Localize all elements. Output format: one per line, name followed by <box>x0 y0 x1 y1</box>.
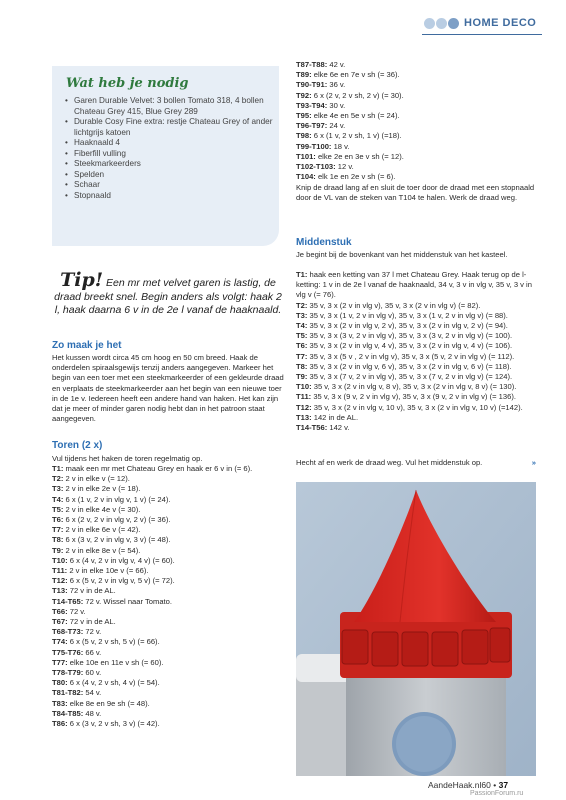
toren-row-label: T104: <box>296 172 316 182</box>
toren-row-text: maak een mr met Chateau Grey en haak er 6 v in (= 6). <box>63 464 253 473</box>
toren-row-label: T14-T65: <box>52 596 84 606</box>
toren-row-text: 72 v. Wissel naar Tomato. <box>83 596 173 606</box>
middenstuk-row-label: T6: <box>296 341 308 351</box>
toren-row-text: 6 x (2 v, 2 v sh, 2 v) (= 30). <box>311 90 404 100</box>
toren-row <box>296 111 536 121</box>
toren-row-text: 24 v. <box>327 121 346 131</box>
toren-rows <box>52 464 284 729</box>
toren-row <box>296 121 536 131</box>
dot-1 <box>424 18 435 29</box>
toren-row-text: 2 v in elke v (= 12). <box>63 474 130 484</box>
toren-row-label: T4: <box>52 494 64 504</box>
toren-row-label: T78-T79: <box>52 668 84 678</box>
materials-item: • Schaar <box>74 180 284 191</box>
middenstuk-row-label: T5: <box>296 331 308 341</box>
middenstuk-row-text: 35 v, 3 x (2 v in vlg v, 4 v), 35 v, 3 x (2 v in vlg v, 4 v) (= 106). <box>307 341 513 351</box>
middenstuk-row-label: T4: <box>296 321 308 331</box>
toren-row-text: 72 v. <box>67 606 86 616</box>
toren-row-label: T3: <box>52 484 64 494</box>
toren-row-text: 6 x (4 v, 2 v in vlg v, 4 v) (= 60). <box>67 555 175 565</box>
castle-photo <box>296 482 536 776</box>
toren-row-text: 72 v in de AL. <box>67 586 116 596</box>
toren-row-label: T5: <box>52 504 64 514</box>
toren-row <box>296 80 536 90</box>
toren-row-text: 30 v. <box>327 100 346 110</box>
middenstuk-row-text: 142 v. <box>327 423 350 433</box>
toren-row <box>52 515 284 525</box>
materials-list <box>64 96 284 201</box>
middenstuk-row-text: 35 v, 3 x (2 v in vlg v), 35 v, 3 x (2 v in vlg v) (= 82). <box>307 300 481 310</box>
footer-sep: • <box>493 780 497 790</box>
middenstuk-row <box>296 352 536 362</box>
toren-row-label: T2: <box>52 474 64 484</box>
toren-row-text: elk 1e en 2e v sh (= 6). <box>315 172 396 182</box>
toren-row <box>52 546 284 556</box>
middenstuk-row-text: 35 v, 3 x (2 v in vlg v, 10 v), 35 v, 3 x (2 v in vlg v, 10 v) (=142). <box>311 402 523 412</box>
middenstuk-row-label: T3: <box>296 310 308 320</box>
toren-row <box>52 597 284 607</box>
materials-item: • Fiberfill vulling <box>74 149 284 160</box>
middenstuk-row <box>296 321 536 331</box>
toren-row <box>52 627 284 637</box>
toren-row-label: T96-T97: <box>296 121 328 131</box>
middenstuk-row <box>296 382 536 392</box>
middenstuk-row <box>296 362 536 372</box>
toren-row <box>52 556 284 566</box>
toren-row-label: T10: <box>52 555 68 565</box>
toren-row <box>52 484 284 494</box>
toren-row-label: T87-T88: <box>296 60 328 69</box>
middenstuk-row-text: 35 v, 3 x (3 v, 2 v in vlg v), 35 v, 3 x (3 v, 2 v in vlg v) (= 100). <box>307 331 513 341</box>
toren-row-text: 12 v. <box>335 162 354 172</box>
toren-row-text: elke 10e en 11e v sh (= 60). <box>67 657 164 667</box>
header-rule <box>422 34 542 35</box>
toren-row <box>52 709 284 719</box>
toren-row-text: 42 v. <box>327 60 346 69</box>
toren-row-label: T67: <box>52 617 68 627</box>
toren-row-label: T83: <box>52 698 68 708</box>
toren-row-text: elke 2e en 3e v sh (= 12). <box>315 151 404 161</box>
middenstuk-row <box>296 341 536 351</box>
page-footer <box>428 780 508 790</box>
toren-row-text: 2 v in elke 2e v (= 18). <box>63 484 141 494</box>
toren-row-label: T7: <box>52 525 64 535</box>
toren-row <box>52 505 284 515</box>
toren-row-text: 54 v. <box>83 688 102 698</box>
toren-row-label: T86: <box>52 719 68 729</box>
toren-row-label: T92: <box>296 90 312 100</box>
middenstuk-row <box>296 423 536 433</box>
toren-row-text: 36 v. <box>327 80 346 90</box>
toren-row-label: T81-T82: <box>52 688 84 698</box>
middenstuk-row-text: 35 v, 3 x (2 v in vlg v, 2 v), 35 v, 3 x (2 v in vlg v, 2 v) (= 94). <box>307 321 508 331</box>
toren-row-text: 2 v in elke 4e v (= 30). <box>63 504 141 514</box>
tip-text <box>54 269 282 318</box>
toren-row-text: 6 x (5 v, 2 v in vlg v, 5 v) (= 72). <box>67 576 175 586</box>
toren-row-text: 72 v in de AL. <box>67 617 116 627</box>
materials-box <box>52 66 279 246</box>
middenstuk-closing-text: Hecht af en werk de draad weg. Vul het middenstuk op. <box>296 458 483 467</box>
middenstuk-row <box>296 301 536 311</box>
materials-item: • Stopnaald <box>74 191 284 202</box>
toren-closing: Knip de draad lang af en sluit de toer door de draad met een stopnaald door de VL van de steken van T104 te halen. Werk de draad weg. <box>296 183 535 203</box>
toren-row-text: 2 v in elke 10e v (= 66). <box>67 566 149 576</box>
toren-row-label: T9: <box>52 545 64 555</box>
toren-row-text: 6 x (4 v, 2 v sh, 4 v) (= 54). <box>67 678 160 688</box>
toren-row-label: T75-T76: <box>52 647 84 657</box>
toren-row-label: T74: <box>52 637 68 647</box>
middenstuk-row-label: T8: <box>296 361 308 371</box>
middenstuk-row-label: T12: <box>296 402 312 412</box>
watermark: PassionForum.ru <box>470 790 524 797</box>
middenstuk-row-label: T13: <box>296 412 312 422</box>
middenstuk-row-text: 35 v, 3 x (2 v in vlg v, 6 v), 35 v, 3 x (2 v in vlg v, 6 v) (= 118). <box>307 361 512 371</box>
footer-site: AandeHaak.nl <box>428 780 482 790</box>
toren-row-text: 66 v. <box>83 647 102 657</box>
footer-issue: 60 <box>481 780 491 790</box>
toren-row-label: T93-T94: <box>296 100 328 110</box>
intro-text: Het kussen wordt circa 45 cm hoog en 50 cm breed. Haak de onderdelen spiraalsgewijs tenzij anders aangegeven. Markeer het begin van een toer met een steekmarkeerder of een gekleurde draad en verplaats de steekmarkeerder aan het begin van een nieuwe toer in de 1e v. Iedereen heeft een andere hand van haken. Het kan zijn dat je meer of minder garen nodig hebt dan in het patroon staat aangegeven. <box>52 353 284 424</box>
middenstuk-row <box>296 403 536 413</box>
toren-row-text: 6 x (5 v, 2 v sh, 5 v) (= 66). <box>67 637 160 647</box>
toren-row-text: elke 6e en 7e v sh (= 36). <box>311 70 400 80</box>
toren-row <box>52 637 284 647</box>
middenstuk-row-text: 35 v, 3 x (1 v, 2 v in vlg v), 35 v, 3 x (1 v, 2 v in vlg v) (= 88). <box>307 310 508 320</box>
materials-item: • Steekmarkeerders <box>74 159 284 170</box>
castle-illustration <box>296 482 536 776</box>
toren-row <box>296 172 536 182</box>
toren-row <box>52 586 284 596</box>
toren-heading: Toren (2 x) <box>52 440 103 451</box>
tip-label: Tip! <box>60 269 104 291</box>
middenstuk-heading: Middenstuk <box>296 237 352 248</box>
middenstuk-row-text: 35 v, 3 x (5 v , 2 v in vlg v), 35 v, 3 x (5 v, 2 v in vlg v) (= 112). <box>307 351 515 361</box>
toren-row-label: T6: <box>52 515 64 525</box>
middenstuk-row-label: T1: <box>296 270 308 279</box>
toren-row-label: T12: <box>52 576 68 586</box>
toren-row-text: 6 x (3 v, 2 v in vlg v, 3 v) (= 48). <box>63 535 171 545</box>
toren-row-label: T66: <box>52 606 68 616</box>
middenstuk-row <box>296 392 536 402</box>
middenstuk-row-text: 142 in de AL. <box>311 412 359 422</box>
toren-row <box>296 91 536 101</box>
middenstuk-row-label: T2: <box>296 300 308 310</box>
toren-row-text: elke 4e en 5e v sh (= 24). <box>311 111 400 121</box>
toren-row-text: 6 x (1 v, 2 v in vlg v, 1 v) (= 24). <box>63 494 171 504</box>
intro-heading: Zo maak je het <box>52 340 122 351</box>
toren-row-label: T89: <box>296 70 312 80</box>
toren-row-text: 6 x (2 v, 2 v in vlg v, 2 v) (= 36). <box>63 515 171 525</box>
toren-row-label: T99-T100: <box>296 141 332 151</box>
toren-row <box>52 576 284 586</box>
middenstuk-row-text: haak een ketting van 37 l met Chateau Grey. Haak terug op de l-ketting: 1 v in de 2e l vanaf de haaknaald, 34 v, 3 v in vlg v, 35 v, 3 v in vlg v (= 76). <box>296 270 532 300</box>
toren-row <box>52 495 284 505</box>
middenstuk-row <box>296 270 536 301</box>
materials-item: • Durable Cosy Fine extra: restje Chateau Grey of ander lichtgrijs katoen <box>74 117 284 138</box>
toren-row-label: T98: <box>296 131 312 141</box>
toren-row-label: T68-T73: <box>52 627 84 637</box>
middenstuk-row <box>296 311 536 321</box>
middenstuk-row-label: T9: <box>296 372 308 382</box>
toren-row-label: T90-T91: <box>296 80 328 90</box>
toren-row-label: T1: <box>52 464 64 473</box>
dot-3 <box>448 18 459 29</box>
toren-row-label: T101: <box>296 151 316 161</box>
toren-row-text: elke 8e en 9e sh (= 48). <box>67 698 150 708</box>
toren-row <box>296 162 536 172</box>
toren-row-text: 2 v in elke 8e v (= 54). <box>63 545 141 555</box>
middenstuk-row <box>296 413 536 423</box>
toren-row <box>52 464 284 474</box>
middenstuk-row-text: 35 v, 3 x (7 v, 2 v in vlg v), 35 v, 3 x (7 v, 2 v in vlg v) (= 124). <box>307 372 513 382</box>
toren-row-text: 6 x (1 v, 2 v sh, 1 v) (=18). <box>311 131 402 141</box>
dot-2 <box>436 18 447 29</box>
toren-row <box>52 648 284 658</box>
toren-row <box>52 607 284 617</box>
toren-row-text: 6 x (3 v, 2 v sh, 3 v) (= 42). <box>67 719 160 729</box>
middenstuk-intro: Je begint bij de bovenkant van het middenstuk van het kasteel. <box>296 250 508 259</box>
materials-item: • Haaknaald 4 <box>74 138 284 149</box>
middenstuk-row-label: T7: <box>296 351 308 361</box>
toren-row-label: T11: <box>52 566 68 576</box>
toren-row <box>296 60 536 70</box>
middenstuk-row-label: T11: <box>296 392 312 402</box>
continue-arrow: » <box>531 458 536 467</box>
toren-row <box>52 668 284 678</box>
toren-row <box>52 617 284 627</box>
toren-row-label: T102-T103: <box>296 162 336 172</box>
middenstuk-closing <box>296 458 536 468</box>
toren-row-label: T13: <box>52 586 68 596</box>
toren-row <box>52 474 284 484</box>
middenstuk-row-text: 35 v, 3 x (9 v, 2 v in vlg v), 35 v, 3 x (9 v, 2 v in vlg v) (= 136). <box>311 392 516 402</box>
toren-row-label: T8: <box>52 535 64 545</box>
toren-row <box>52 566 284 576</box>
materials-item: • Spelden <box>74 170 284 181</box>
toren-row-label: T77: <box>52 657 68 667</box>
toren-row <box>52 658 284 668</box>
toren-row <box>296 101 536 111</box>
middenstuk-row-text: 35 v, 3 x (2 v in vlg v, 8 v), 35 v, 3 x (2 v in vlg v, 8 v) (= 130). <box>311 382 517 392</box>
toren-row-label: T84-T85: <box>52 708 84 718</box>
toren-row <box>296 152 536 162</box>
toren-cont-rows <box>296 60 536 182</box>
materials-title: Wat heb je nodig <box>66 76 189 91</box>
toren-row <box>52 688 284 698</box>
issue-dots <box>424 18 459 29</box>
section-title: HOME DECO <box>464 17 537 29</box>
toren-row <box>52 719 284 729</box>
toren-row <box>52 699 284 709</box>
toren-row-text: 2 v in elke 6e v (= 42). <box>63 525 141 535</box>
toren-row <box>296 131 536 141</box>
toren-row-label: T95: <box>296 111 312 121</box>
page-number: 37 <box>498 780 509 790</box>
toren-row <box>52 535 284 545</box>
toren-row-label: T80: <box>52 678 68 688</box>
toren-intro: Vul tijdens het haken de toren regelmatig op. <box>52 454 203 463</box>
middenstuk-rows <box>296 270 536 433</box>
materials-item: • Garen Durable Velvet: 3 bollen Tomato 318, 4 bollen Chateau Grey 415, Blue Grey 289 <box>74 96 284 117</box>
toren-row-text: 72 v. <box>83 627 102 637</box>
middenstuk-row-label: T10: <box>296 382 312 392</box>
middenstuk-row-label: T14-T56: <box>296 423 328 433</box>
toren-row <box>52 525 284 535</box>
middenstuk-row <box>296 372 536 382</box>
toren-row-text: 18 v. <box>331 141 350 151</box>
toren-row-text: 48 v. <box>83 708 102 718</box>
toren-row <box>52 678 284 688</box>
tip-body: Een mr met velvet garen is lastig, de draad breekt snel. Begin anders als volgt: haak 2 l, haak daarna 6 v in de 2e l vanaf de haaknaald. <box>54 277 282 316</box>
middenstuk-row <box>296 331 536 341</box>
toren-row <box>296 142 536 152</box>
toren-row-text: 60 v. <box>83 668 102 678</box>
toren-row <box>296 70 536 80</box>
